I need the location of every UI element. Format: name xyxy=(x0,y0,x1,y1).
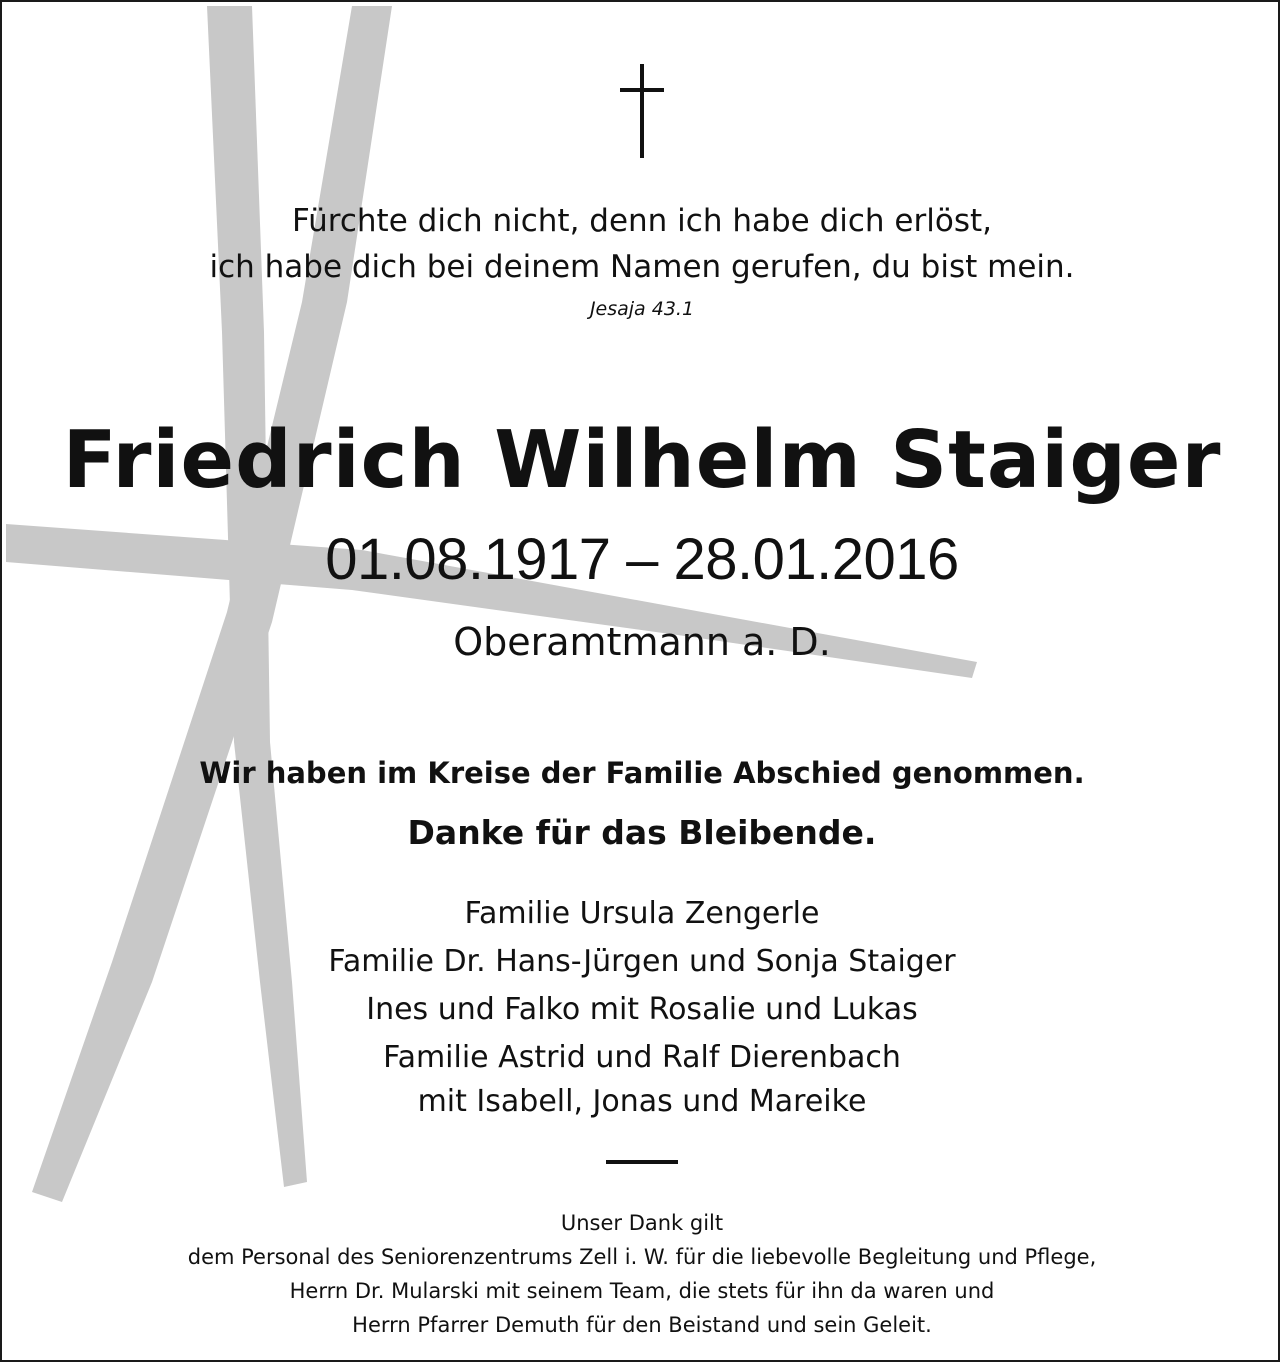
mourner-line: Familie Ursula Zengerle xyxy=(464,896,820,931)
mourner-line: Ines und Falko mit Rosalie und Lukas xyxy=(366,992,918,1027)
latin-cross-icon xyxy=(617,64,667,158)
mourners-list xyxy=(2,890,1280,1122)
ack-line: Herrn Dr. Mularski mit seinem Team, die stets für ihn da waren und xyxy=(289,1279,995,1303)
life-dates: 01.08.1917 – 28.01.2016 xyxy=(325,527,959,592)
bible-verse xyxy=(2,198,1280,290)
ack-line: dem Personal des Seniorenzentrums Zell i. W. für die liebevolle Begleitung und Pflege, xyxy=(187,1245,1097,1269)
deceased-title: Oberamtmann a. D. xyxy=(453,620,831,664)
mourner-line: Familie Dr. Hans-Jürgen und Sonja Staiger xyxy=(328,944,956,979)
ack-line: Herrn Pfarrer Demuth für den Beistand und sein Geleit. xyxy=(352,1313,932,1337)
verse-line-2: ich habe dich bei deinem Namen gerufen, du bist mein. xyxy=(209,249,1075,285)
farewell-text: Wir haben im Kreise der Familie Abschied genommen. xyxy=(199,756,1085,790)
verse-reference: Jesaja 43.1 xyxy=(589,298,695,320)
notice-content xyxy=(2,2,1280,1362)
deceased-name: Friedrich Wilhelm Staiger xyxy=(62,414,1222,506)
mourner-line: mit Isabell, Jonas und Mareike xyxy=(417,1084,867,1119)
divider-rule xyxy=(606,1160,678,1164)
ack-line: Unser Dank gilt xyxy=(560,1211,724,1235)
acknowledgement xyxy=(2,1206,1280,1342)
thanks-headline: Danke für das Bleibende. xyxy=(407,813,877,852)
mourner-line: Familie Astrid und Ralf Dierenbach xyxy=(383,1040,901,1075)
verse-line-1: Fürchte dich nicht, denn ich habe dich erlöst, xyxy=(292,203,992,239)
